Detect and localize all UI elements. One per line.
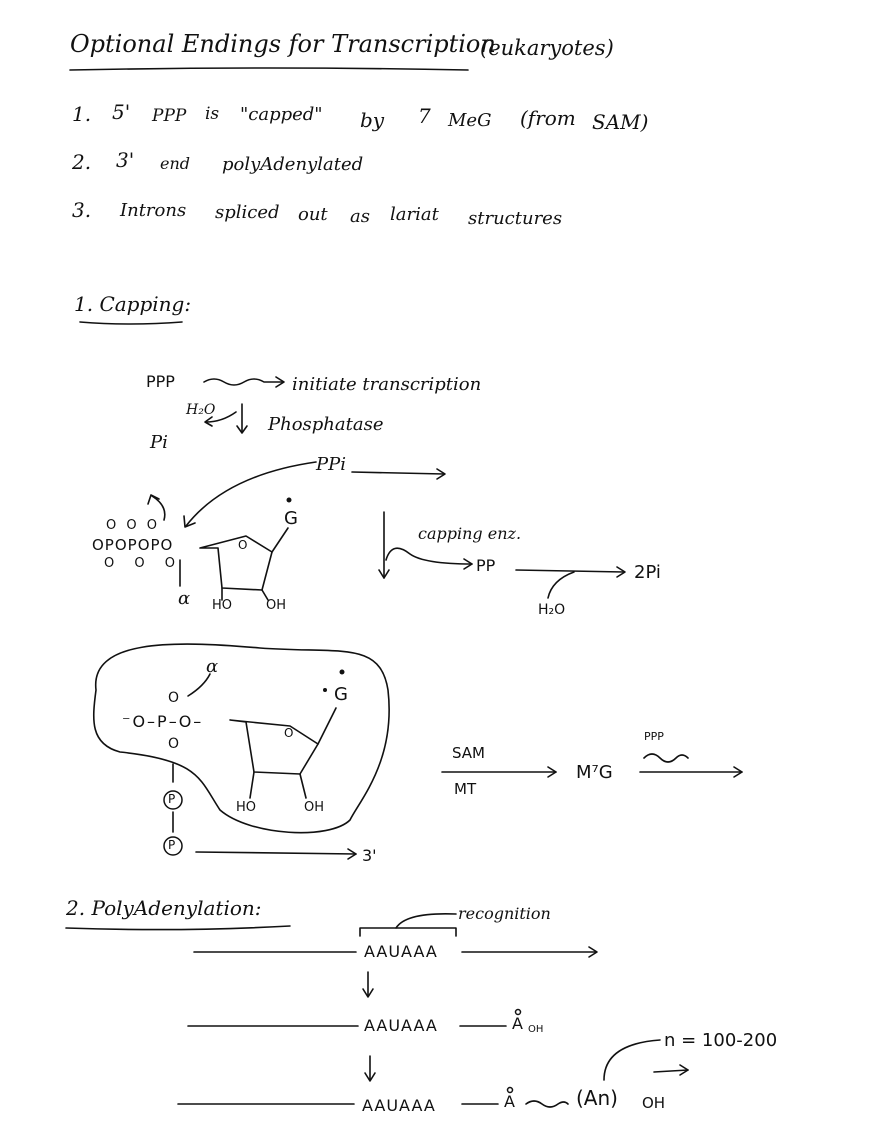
radical-dot (287, 498, 292, 503)
squiggle-arrow (204, 379, 282, 385)
phosphate-circle-1: P (168, 792, 176, 806)
ending-3-part: Introns (120, 200, 187, 221)
n-range-label: n = 100-200 (664, 1030, 778, 1051)
ending-1-part: MeG (448, 110, 492, 131)
phosphate-line: ⁻O–P–O– (122, 712, 204, 731)
triphosphate-row-mid: OPOPOPO (92, 536, 174, 554)
guanine-label: G (284, 508, 298, 529)
oh-label-2: OH (304, 800, 325, 815)
ending-1-part: (from (520, 106, 576, 130)
initiate-transcription-label: initiate transcription (292, 374, 482, 395)
ribose-ring (230, 720, 318, 774)
ring-oxygen-label-2: O (284, 726, 294, 740)
oh-label-3: OH (642, 1094, 666, 1112)
ending-2-part: polyAdenylated (222, 154, 364, 175)
capping-branch-arrow (386, 548, 472, 564)
capping-heading-underline (80, 322, 182, 324)
ending-1-num: 1. (72, 102, 92, 126)
ppi-arrow (352, 472, 444, 474)
ending-1-part: by (360, 108, 385, 132)
sam-label: SAM (452, 744, 486, 762)
alpha-label: α (178, 588, 191, 609)
extension-arrow (654, 1070, 688, 1072)
ending-2-part: 3' (116, 148, 135, 172)
three-prime-label: 3' (362, 846, 377, 865)
polya-heading-underline (66, 926, 290, 930)
h2o-curve (548, 572, 574, 598)
recognition-pointer (396, 914, 456, 928)
three-prime-arrow (196, 852, 356, 854)
ending-3-part: structures (468, 208, 563, 229)
capping-heading: 1. Capping: (74, 292, 192, 316)
page-title: Optional Endings for Transcription (70, 30, 496, 58)
ring-oxygen-label: O (238, 538, 248, 552)
ring-bond (300, 774, 306, 798)
base-bond (318, 708, 336, 744)
ribose-ring (200, 536, 272, 590)
ending-3-part: out (298, 204, 328, 225)
oh-label: OH (266, 598, 287, 613)
alpha-label-2: α (206, 656, 219, 677)
ho-label: HO (212, 598, 233, 613)
page-subtitle: (eukaryotes) (480, 36, 614, 60)
m7g-label: M⁷G (576, 762, 613, 783)
adenosine-ring (508, 1088, 513, 1093)
sequence-2: AAUAAA (364, 1016, 438, 1035)
ppp-squiggle (644, 754, 688, 762)
ring-bond (250, 772, 254, 798)
phosphate-o-top: O (168, 690, 180, 706)
ending-1-part: "capped" (240, 104, 323, 125)
triphosphate-row-top: O O O (106, 518, 160, 533)
ending-1-part: 7 (418, 104, 431, 128)
oh-subscript: OH (528, 1024, 544, 1035)
poly-a-tail-label: (An) (576, 1086, 618, 1110)
ending-2-part: end (160, 154, 191, 173)
two-pi-label: 2Pi (634, 562, 661, 583)
h2o-curve-arrow (206, 412, 236, 422)
ending-1-part: SAM) (592, 110, 649, 134)
phosphate-ring (164, 791, 182, 809)
ending-1-part: is (205, 104, 220, 124)
alpha-pointer (188, 674, 210, 696)
attack-arrow (186, 462, 316, 526)
n-pointer (604, 1040, 660, 1080)
pi-label: Pi (150, 432, 168, 453)
adenosine-label: A (512, 1014, 524, 1033)
cap-enclosure (94, 644, 389, 833)
pp-label: PP (476, 556, 496, 575)
ring-bond (262, 590, 268, 600)
phosphate-circle-2: P (168, 838, 176, 852)
adenosine-ring (516, 1010, 521, 1015)
phosphate-o-bottom: O (168, 736, 180, 752)
guanine-cap-label: G (334, 684, 348, 705)
h2o-label-2: H₂O (538, 602, 566, 618)
leaving-arrow (152, 496, 165, 520)
h2o-label: H₂O (186, 402, 216, 418)
triphosphate-row-bottom: O O O (104, 556, 183, 571)
radical-dot (323, 688, 327, 692)
sequence-1: AAUAAA (364, 942, 438, 961)
ppi-label: PPi (316, 454, 346, 475)
sequence-3: AAUAAA (362, 1096, 436, 1115)
adenosine-label-2: A (504, 1092, 516, 1111)
ending-3-num: 3. (72, 198, 92, 222)
radical-dot (340, 670, 345, 675)
title-underline (70, 68, 468, 70)
recognition-bracket (360, 928, 456, 936)
ppp-label: PPP (146, 372, 175, 391)
ho-label-2: HO (236, 800, 257, 815)
capping-enzyme-label: capping enz. (418, 524, 522, 543)
ppp-label-2: PPP (644, 730, 664, 743)
polyadenylation-heading: 2. PolyAdenylation: (66, 896, 262, 920)
tail-squiggle (526, 1101, 568, 1107)
ending-2-num: 2. (72, 150, 92, 174)
phosphatase-label: Phosphatase (268, 414, 384, 435)
ending-3-part: as (350, 206, 370, 227)
ending-1-part: 5' (112, 100, 131, 124)
ending-3-part: spliced (215, 202, 280, 223)
phosphate-ring (164, 837, 182, 855)
recognition-label: recognition (458, 904, 551, 923)
mt-label: MT (454, 780, 477, 798)
hydrolysis-arrow (516, 570, 624, 572)
ending-1-part: PPP (152, 106, 187, 126)
base-bond (272, 528, 288, 552)
ending-3-part: lariat (390, 204, 439, 225)
